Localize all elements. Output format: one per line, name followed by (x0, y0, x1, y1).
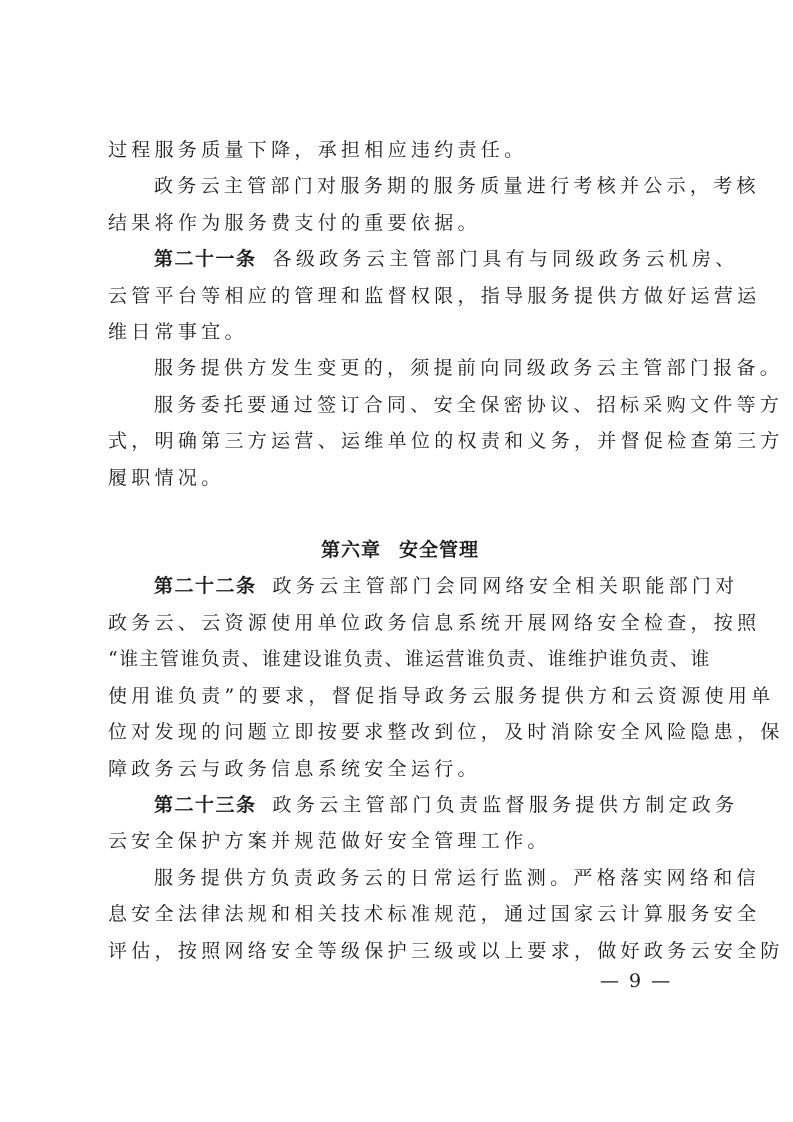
chapter-heading (108, 532, 692, 568)
page-number: — 9 — (600, 970, 673, 992)
text-line: “谁主管谁负责、谁建设谁负责、谁运营谁负责、谁维护谁负责、谁 (108, 648, 711, 671)
article-21-first-line (108, 241, 739, 277)
document-body (108, 132, 784, 969)
article-label: 第二十二条 (154, 575, 257, 598)
text-line: 政务云主管部门对服务期的服务质量进行考核并公示，考核 (154, 175, 760, 198)
text-span: 政务云主管部门负责监督服务提供方制定政务 (272, 793, 739, 816)
text-line: 结果将作为服务费支付的重要依据。 (108, 211, 481, 234)
text-line: 服务提供方发生变更的，须提前向同级政务云主管部门报备。 (154, 357, 784, 380)
chapter-title: 安全管理 (399, 539, 480, 562)
text-line: 使用谁负责”的要求，督促指导政务云服务提供方和云资源使用单 (108, 684, 775, 707)
text-line: 云安全保护方案并规范做好安全管理工作。 (108, 830, 551, 853)
text-line: 息安全法律法规和相关技术标准规范，通过国家云计算服务安全 (108, 903, 761, 926)
text-line: 履职情况。 (108, 466, 225, 489)
text-line: 障政务云与政务信息系统安全运行。 (108, 757, 481, 780)
chapter-number: 第六章 (320, 539, 381, 562)
text-line: 过程服务质量下降，承担相应违约责任。 (108, 139, 528, 161)
text-span: 各级政务云主管部门具有与同级政务云机房、 (272, 248, 739, 271)
text-line: 服务提供方负责政务云的日常运行监测。严格落实网络和信 (154, 866, 760, 889)
article-label: 第二十一条 (154, 248, 257, 271)
article-label: 第二十三条 (154, 793, 257, 816)
text-span: 政务云主管部门会同网络安全相关职能部门对 (272, 575, 739, 598)
text-line: 式，明确第三方运营、运维单位的权责和义务，并督促检查第三方 (108, 430, 784, 453)
text-line: 云管平台等相应的管理和监督权限，指导服务提供方做好运营运 (108, 284, 761, 307)
text-line: 政务云、云资源使用单位政务信息系统开展网络安全检查，按照 (108, 611, 761, 634)
article-22-first-line (108, 568, 739, 604)
text-line: 位对发现的问题立即按要求整改到位，及时消除安全风险隐患，保 (108, 721, 784, 744)
text-line: 服务委托要通过签订合同、安全保密协议、招标采购文件等方 (154, 393, 784, 416)
text-line: 维日常事宜。 (108, 321, 248, 344)
article-23-first-line (108, 787, 739, 823)
text-line: 评估，按照网络安全等级保护三级或以上要求，做好政务云安全防 (108, 939, 784, 962)
